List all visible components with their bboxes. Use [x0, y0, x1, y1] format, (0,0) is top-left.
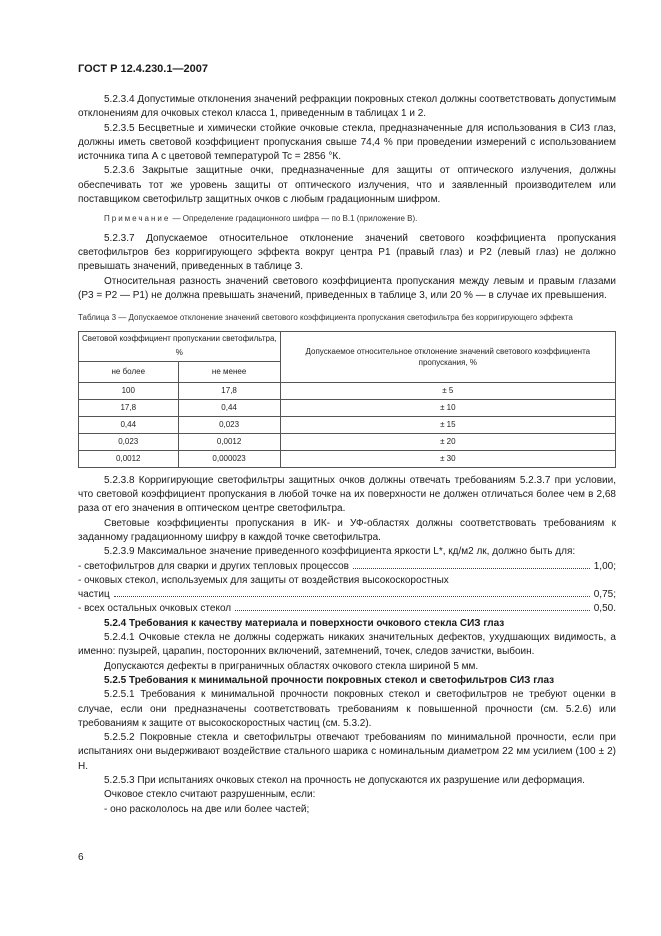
table-header-main: Световой коэффициент пропускании светофильтра, % [79, 332, 281, 362]
paragraph-5-2-3-5: 5.2.3.5 Бесцветные и химически стойкие очковые стекла, предназначенные для использования в СИЗ глаз, должны иметь световой коэффициент пропускания свыше 74,4 % при проведении измерений с использованием источника типа А с цветовой температурой Tc = 2856 °К. [78, 122, 616, 163]
table-cell: 100 [79, 382, 179, 399]
table-header-max: не более [79, 361, 179, 382]
paragraph-5-2-5-3-split: - оно раскололось на две или более частей; [104, 803, 310, 815]
paragraph-5-2-3-6: 5.2.3.6 Закрытые защитные очки, предназначенные для защиты от оптического излучения, должны обеспечивать тот же уровень защиты от оптического излучения, что и заявленный производителем или поставщиком светофильтр защитных очков с любым градационным шифром. [78, 165, 616, 206]
paragraph-5-2-5-3: 5.2.5.3 При испытаниях очковых стекол на прочность не допускаются их разрушение или деформация. [104, 774, 585, 786]
table-row [79, 399, 616, 416]
paragraph-5-2-5-1: 5.2.5.1 Требования к минимальной прочности покровных стекол и светофильтров не требуют оценки в случае, если они предназначены соответствовать требованиям к повышенной прочности (см. 5.2.6) или требованиям к защите от высокоскоростных частиц (см. 5.3.2). [78, 689, 616, 729]
table-3 [78, 331, 616, 468]
table-row [79, 450, 616, 467]
table-cell: ± 5 [280, 382, 615, 399]
section-heading-5-2-5: 5.2.5 Требования к минимальной прочности покровных стекол и светофильтров СИЗ глаз [104, 674, 555, 686]
note [78, 212, 616, 226]
list-item [78, 588, 616, 602]
table-cell: 17,8 [79, 399, 179, 416]
table-row [79, 382, 616, 399]
table-row [79, 433, 616, 450]
list-item-value: 0,50. [593, 603, 616, 615]
list-item-value: 1,00; [593, 560, 616, 572]
leader-dots [114, 596, 590, 597]
table-cell: 0,44 [178, 399, 280, 416]
list-item [78, 574, 616, 588]
document-header: ГОСТ Р 12.4.230.1—2007 [78, 63, 208, 75]
list-item [78, 560, 616, 574]
paragraph-5-2-4-1-edges: Допускаются дефекты в приграничных областях очкового стекла шириной 5 мм. [104, 660, 479, 672]
table-cell: ± 15 [280, 416, 615, 433]
list-item-label: частиц [78, 589, 110, 601]
page-number: 6 [78, 852, 84, 863]
leader-dots [235, 610, 590, 611]
paragraph-5-2-3-7-difference: Относительная разность значений светового коэффициента пропускания между левым и правым глазами (P3 = P2 — P1) не должна превышать значений, приведенных в таблице 3, или 20 % — в случае их превышения. [78, 275, 616, 301]
table-cell: 0,0012 [178, 433, 280, 450]
table-cell: 0,44 [79, 416, 179, 433]
leader-dots [353, 568, 590, 569]
table-cell: 0,023 [79, 433, 179, 450]
paragraph-5-2-3-8: 5.2.3.8 Корригирующие светофильтры защитных очков должны отвечать требованиям 5.2.3.7 при условии, что световой коэффициент пропускания в любой точке на их поверхности не должен отличаться более чем в 2,68 раза от его значения в оптическом центре светофильтра. [78, 474, 616, 515]
paragraph-5-2-3-7: 5.2.3.7 Допускаемое относительное отклонение значений светового коэффициента пропускания светофильтров без корригирующего эффекта вокруг центра P1 (правый глаз) и P2 (левый глаз) не должно превышать значений, приведенных в таблице 3. [78, 232, 616, 273]
table-cell: ± 20 [280, 433, 615, 450]
paragraph-5-2-5-3-broken: Очковое стекло считают разрушенным, если: [104, 789, 316, 801]
paragraph-5-2-5-2: 5.2.5.2 Покровные стекла и светофильтры отвечают требованиям по минимальной прочности, если при испытаниях они выдерживают воздействие стального шарика с номинальным диаметром 22 мм усилием (100 ± 2) Н. [78, 732, 616, 772]
paragraph-5-2-4-1: 5.2.4.1 Очковые стекла не должны содержать никаких значительных дефектов, ухудшающих видимость, а именно: пузырей, царапин, посторонних включений, затемнений, точек, следов зачистки, выбоин. [78, 632, 616, 658]
paragraph-5-2-3-8-ir-uv: Световые коэффициенты пропускания в ИК- и УФ-областях должны соответствовать требованиям к заданному градационному шифру в каждой точке светофильтра. [78, 517, 616, 543]
table-cell: ± 30 [280, 450, 615, 467]
list-item [78, 602, 616, 616]
document-body [78, 93, 616, 817]
paragraph-5-2-3-4: 5.2.3.4 Допустимые отклонения значений рефракции покровных стекол должны соответствовать допустимым отклонениям для очковых стекол класса 1, приведенным в таблицах 1 и 2. [78, 94, 616, 120]
note-label: Примечание [104, 214, 171, 224]
table-caption: Таблица 3 — Допускаемое отклонение значений светового коэффициента пропускания светофильтра без корригирующего эффекта [78, 313, 573, 323]
list-item-label: - всех остальных очковых стекол [78, 603, 232, 615]
table-cell: ± 10 [280, 399, 615, 416]
list-item-value: 0,75; [593, 589, 616, 601]
table-cell: 0,000023 [178, 450, 280, 467]
list-item-label: - светофильтров для сварки и других тепловых процессов [78, 560, 349, 572]
note-text: — Определение градационного шифра — по В.1 (приложение В). [172, 214, 418, 224]
table-cell: 0,023 [178, 416, 280, 433]
table-cell: 0,0012 [79, 450, 179, 467]
table-header-right: Допускаемое относительное отклонение значений светового коэффициента пропускания, % [280, 332, 615, 383]
list-item-label: - очковых стекол, используемых для защиты от воздействия высокоскоростных [78, 574, 449, 586]
table-row [79, 416, 616, 433]
section-heading-5-2-4: 5.2.4 Требования к качеству материала и поверхности очкового стекла СИЗ глаз [104, 617, 505, 629]
table-cell: 17,8 [178, 382, 280, 399]
paragraph-5-2-3-9: 5.2.3.9 Максимальное значение приведенного коэффициента яркости L*, кд/м2 лк, должно быть для: [104, 546, 576, 558]
table-header-min: не менее [178, 361, 280, 382]
